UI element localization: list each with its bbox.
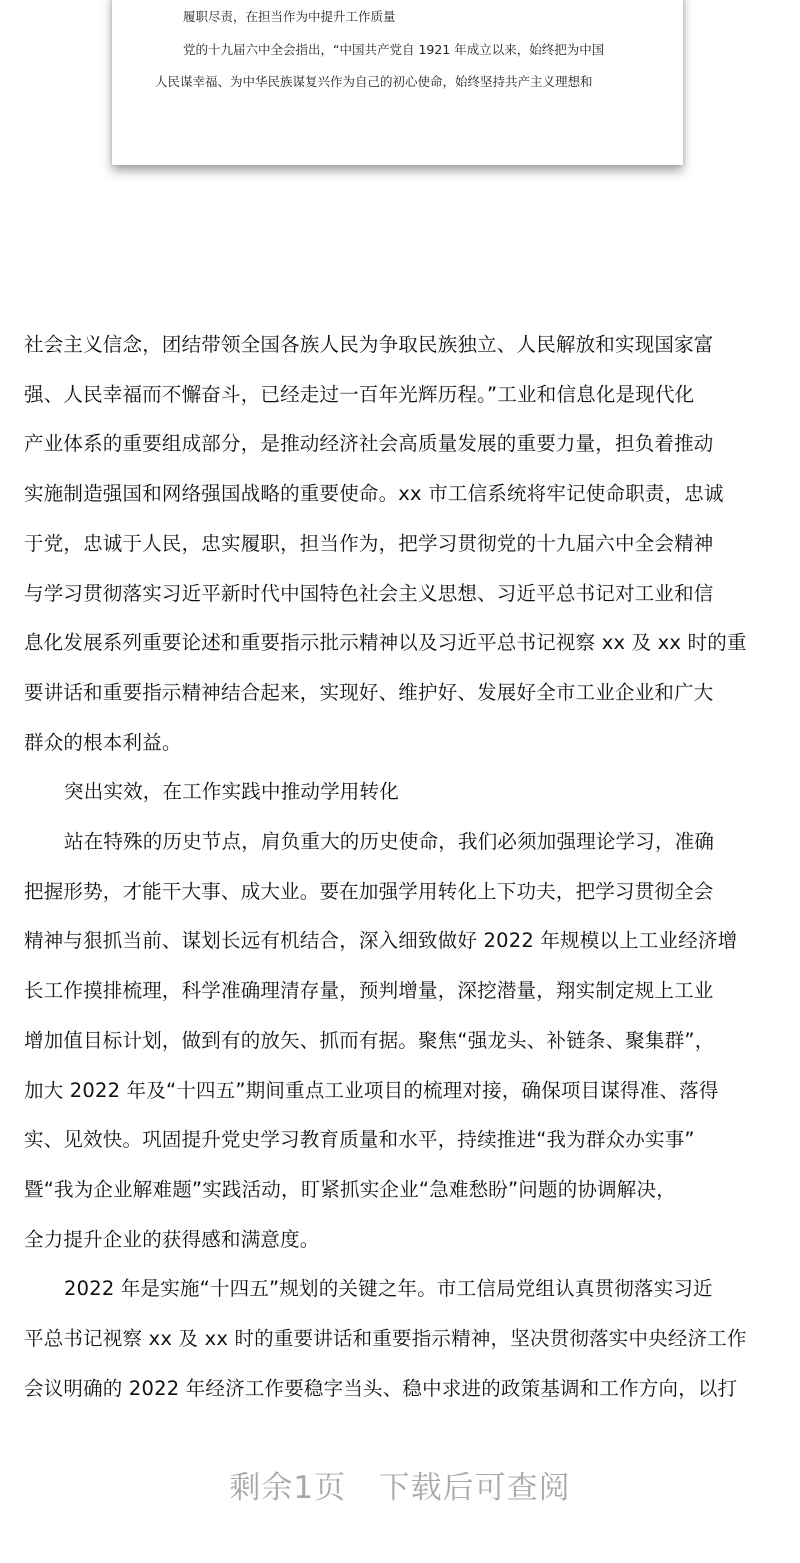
paragraph-line: 群众的根本利益。 (24, 730, 182, 754)
download-hint: 下载后可查阅 (378, 1470, 571, 1506)
paragraph-line: 息化发展系列重要论述和重要指示批示精神以及习近平总书记视察 xx 及 xx 时的重 (24, 631, 747, 655)
paragraph-line: 2022 年是实施“十四五”规划的关键之年。市工信局党组认真贯彻落实习近 (64, 1277, 713, 1301)
paragraph-line: 增加值目标计划，做到有的放矢、抓而有据。聚焦“强龙头、补链条、聚集群”， (24, 1028, 715, 1052)
paragraph-line: 产业体系的重要组成部分，是推动经济社会高质量发展的重要力量，担负着推动 (24, 432, 714, 456)
paragraph-line: 强、人民幸福而不懈奋斗，已经走过一百年光辉历程。”工业和信息化是现代化 (24, 382, 695, 406)
card-line: 党的十九届六中全会指出，“中国共产党自 1921 年成立以来，始终把为中国 (183, 42, 605, 57)
paragraph-line: 加大 2022 年及“十四五”期间重点工业项目的梳理对接，确保项目谋得准、落得 (24, 1078, 719, 1102)
paragraph-line: 平总书记视察 xx 及 xx 时的重要讲话和重要指示精神，坚决贯彻落实中央经济工作 (24, 1327, 747, 1350)
paragraph-line: 会议明确的 2022 年经济工作要稳字当头、稳中求进的政策基调和工作方向，以打 (24, 1376, 738, 1400)
download-prompt[interactable] (0, 1462, 800, 1507)
paragraph-line: 与学习贯彻落实习近平新时代中国特色社会主义思想、习近平总书记对工业和信 (24, 581, 714, 605)
paragraph-line: 要讲话和重要指示精神结合起来，实现好、维护好、发展好全市工业企业和广大 (24, 680, 714, 704)
paragraph-line: 把握形势，才能干大事、成大业。要在加强学用转化上下功夫，把学习贯彻全会 (24, 879, 714, 903)
paragraph-line: 社会主义信念，团结带领全国各族人民为争取民族独立、人民解放和实现国家富 (24, 333, 714, 356)
remaining-pages-label: 剩余1页 (229, 1470, 347, 1506)
paragraph-line: 全力提升企业的获得感和满意度。 (24, 1227, 320, 1251)
paragraph-line: 站在特殊的历史节点，肩负重大的历史使命，我们必须加强理论学习，准确 (64, 830, 715, 853)
paragraph-line: 精神与狠抓当前、谋划长远有机结合，深入细致做好 2022 年规模以上工业经济增 (24, 929, 738, 953)
card-heading: 履职尽责，在担当作为中提升工作质量 (183, 9, 396, 24)
paragraph-line: 暨“我为企业解难题”实践活动，盯紧抓实企业“急难愁盼”问题的协调解决， (24, 1177, 676, 1201)
section-heading: 突出实效，在工作实践中推动学用转化 (64, 780, 399, 804)
card-line: 人民谋幸福、为中华民族谋复兴作为自己的初心使命，始终坚持共产主义理想和 (155, 74, 593, 89)
paragraph-line: 实、见效快。巩固提升党史学习教育质量和水平，持续推进“我为群众办实事” (24, 1128, 695, 1152)
preview-card (112, 0, 683, 165)
paragraph-line: 于党，忠诚于人民，忠实履职，担当作为，把学习贯彻党的十九届六中全会精神 (24, 531, 714, 555)
paragraph-line: 长工作摸排梳理，科学准确理清存量，预判增量，深挖潜量，翔实制定规上工业 (24, 979, 714, 1003)
paragraph-line: 实施制造强国和网络强国战略的重要使命。xx 市工信系统将牢记使命职责，忠诚 (24, 482, 724, 506)
